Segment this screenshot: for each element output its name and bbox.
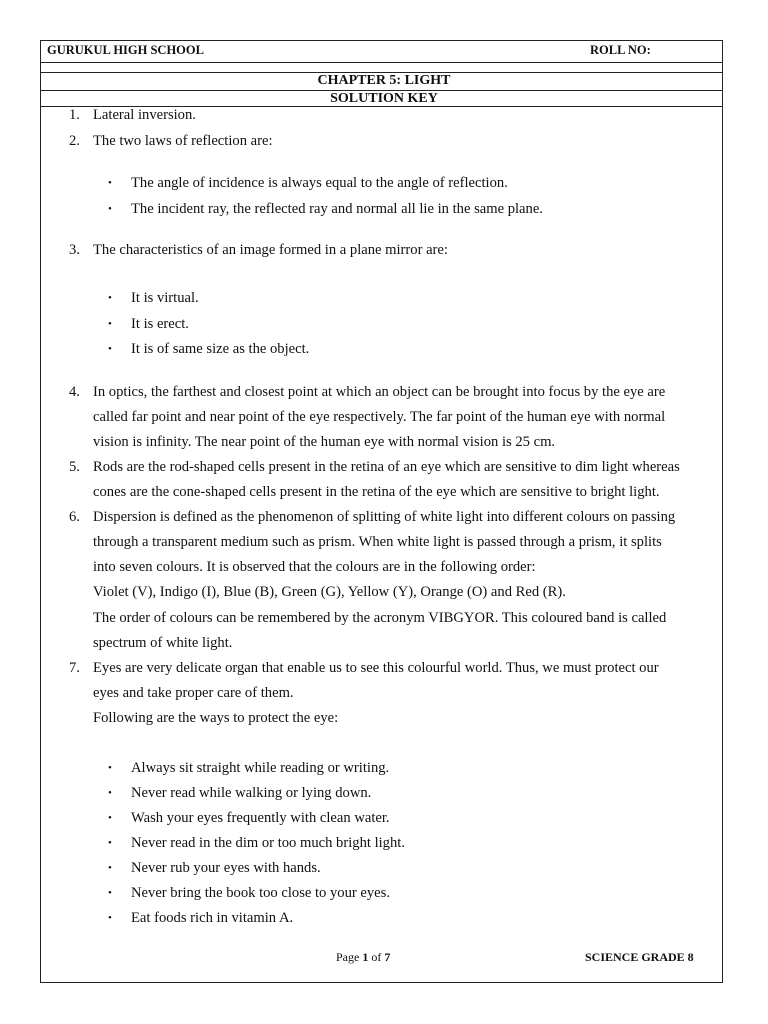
solution-key-title: SOLUTION KEY xyxy=(330,90,438,106)
page-number: Page 1 of 7 xyxy=(336,950,391,964)
answer-number: 1. xyxy=(69,107,80,123)
answer-text: vision is infinity. The near point of the human eye with normal vision is 25 cm. xyxy=(93,434,556,450)
chapter-title: CHAPTER 5: LIGHT xyxy=(317,73,451,88)
list-item: The angle of incidence is always equal to the angle of reflection. xyxy=(131,175,508,191)
answer-text: Lateral inversion. xyxy=(93,107,196,123)
list-item: It is erect. xyxy=(131,316,189,332)
answer-text: into seven colours. It is observed that the colours are in the following order: xyxy=(93,559,536,575)
answer-number: 5. xyxy=(69,459,80,475)
list-item: Never bring the book too close to your eyes. xyxy=(131,885,390,901)
list-item: It is of same size as the object. xyxy=(131,341,310,357)
answer-text: cones are the cone-shaped cells present in the retina of the eye which are sensitive to bright light. xyxy=(93,484,660,500)
bullet-point: • xyxy=(108,292,112,304)
answer-text: spectrum of white light. xyxy=(93,635,233,651)
list-item: Never read while walking or lying down. xyxy=(131,785,372,801)
answer-text: In optics, the farthest and closest point at which an object can be brought into focus by the eye are xyxy=(93,384,666,400)
list-item: The incident ray, the reflected ray and normal all lie in the same plane. xyxy=(131,201,543,217)
answer-text: eyes and take proper care of them. xyxy=(93,685,294,701)
answer-text: Dispersion is defined as the phenomenon of splitting of white light into different colours on passing xyxy=(93,509,676,525)
school-name: GURUKUL HIGH SCHOOL xyxy=(47,43,204,57)
bullet-point: • xyxy=(108,812,112,824)
bullet-point: • xyxy=(108,787,112,799)
answer-text: Violet (V), Indigo (I), Blue (B), Green (G), Yellow (Y), Orange (O) and Red (R). xyxy=(93,584,566,600)
answer-number: 2. xyxy=(69,133,80,149)
answer-number: 4. xyxy=(69,384,80,400)
bullet-point: • xyxy=(108,862,112,874)
answer-text: The order of colours can be remembered by the acronym VIBGYOR. This coloured band is called xyxy=(93,610,667,626)
answer-text: Following are the ways to protect the eye: xyxy=(93,710,339,726)
list-item: Wash your eyes frequently with clean water. xyxy=(131,810,390,826)
answer-text: Rods are the rod-shaped cells present in the retina of an eye which are sensitive to dim light whereas xyxy=(93,459,680,475)
answer-number: 7. xyxy=(69,660,80,676)
list-item: Always sit straight while reading or writing. xyxy=(131,760,390,776)
bullet-point: • xyxy=(108,177,112,189)
bullet-point: • xyxy=(108,837,112,849)
subject-grade: SCIENCE GRADE 8 xyxy=(585,950,694,964)
list-item: Never read in the dim or too much bright light. xyxy=(131,835,405,851)
roll-number-label: ROLL NO: xyxy=(590,43,651,57)
answer-number: 3. xyxy=(69,242,80,258)
answer-number: 6. xyxy=(69,509,80,525)
answer-text: through a transparent medium such as prism. When white light is passed through a prism, it splits xyxy=(93,534,662,550)
answer-text: The two laws of reflection are: xyxy=(93,133,273,149)
bullet-point: • xyxy=(108,887,112,899)
bullet-point: • xyxy=(108,203,112,215)
bullet-point: • xyxy=(108,762,112,774)
list-item: Never rub your eyes with hands. xyxy=(131,860,321,876)
answer-text: called far point and near point of the eye respectively. The far point of the human eye with normal xyxy=(93,409,666,425)
list-item: Eat foods rich in vitamin A. xyxy=(131,910,294,926)
bullet-point: • xyxy=(108,343,112,355)
bullet-point: • xyxy=(108,318,112,330)
answer-text: The characteristics of an image formed in a plane mirror are: xyxy=(93,242,448,258)
list-item: It is virtual. xyxy=(131,290,199,306)
bullet-point: • xyxy=(108,912,112,924)
answer-text: Eyes are very delicate organ that enable us to see this colourful world. Thus, we must protect our xyxy=(93,660,659,676)
